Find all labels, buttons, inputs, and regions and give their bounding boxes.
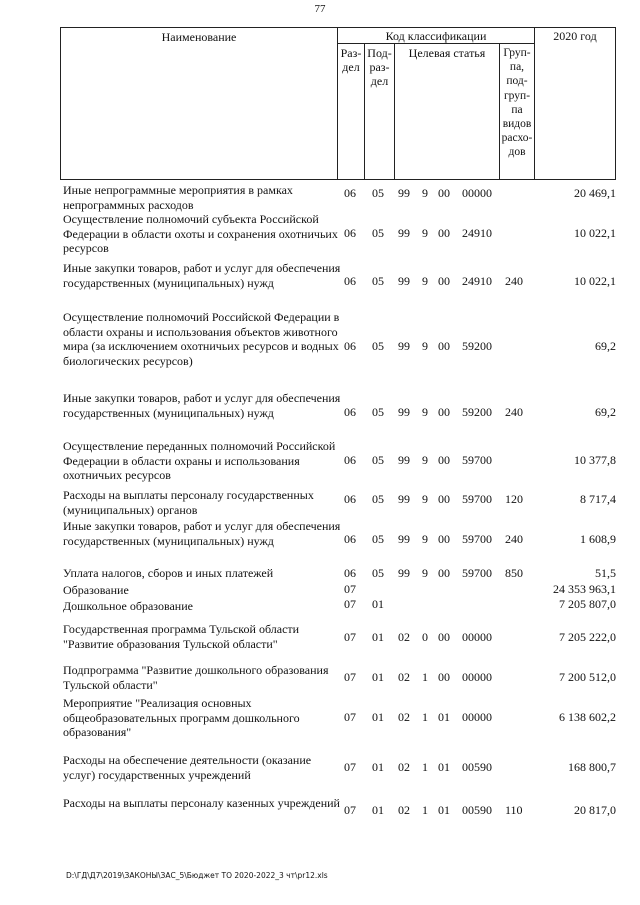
row-event: 00 <box>438 186 450 200</box>
row-subsection: 05 <box>372 405 384 419</box>
row-direction: 24910 <box>462 226 492 240</box>
row-expense-type: 120 <box>505 492 523 506</box>
header-section-cell <box>337 43 365 180</box>
row-expense-type: 110 <box>505 803 523 817</box>
row-section: 07 <box>344 630 356 644</box>
row-subprogram: 0 <box>422 630 428 644</box>
row-name: Расходы на обеспечение деятельности (оказание услуг) государственных учреждений <box>63 753 312 782</box>
row-subsection: 05 <box>372 339 384 353</box>
row-program: 99 <box>398 186 410 200</box>
row-section: 06 <box>344 339 356 353</box>
row-program: 02 <box>398 803 410 817</box>
row-event: 00 <box>438 274 450 288</box>
row-direction: 59700 <box>462 566 492 580</box>
row-direction: 59700 <box>462 532 492 546</box>
row-direction: 00000 <box>462 670 492 684</box>
row-name: Осуществление полномочий Российской Федерации в области охраны и использования объектов животного мира (за исключением охотничьих ресурсов и водных биологических ресурсов) <box>63 310 340 368</box>
row-name: Расходы на выплаты персоналу государственных (муниципальных) органов <box>63 488 314 517</box>
row-subsection: 05 <box>372 226 384 240</box>
row-program: 02 <box>398 760 410 774</box>
row-event: 00 <box>438 532 450 546</box>
row-direction: 00590 <box>462 803 492 817</box>
row-amount: 24 353 963,1 <box>553 582 616 596</box>
row-program: 99 <box>398 339 410 353</box>
row-amount: 10 377,8 <box>574 453 616 467</box>
header-group-cell <box>499 43 535 180</box>
row-name: Иные непрограммные мероприятия в рамках непрограммных расходов <box>63 183 293 212</box>
row-subsection: 01 <box>372 670 384 684</box>
header-group: Груп- па, под- груп- па видов расхо- дов <box>501 47 533 159</box>
row-section: 06 <box>344 566 356 580</box>
row-name: Иные закупки товаров, работ и услуг для обеспечения государственных (муниципальных) нужд <box>63 519 341 548</box>
row-section: 07 <box>344 670 356 684</box>
row-subprogram: 9 <box>422 453 428 467</box>
row-event: 01 <box>438 760 450 774</box>
row-event: 00 <box>438 670 450 684</box>
row-event: 01 <box>438 710 450 724</box>
header-subsection: Под- раз- дел <box>367 46 392 88</box>
header-subsection-cell <box>364 43 395 180</box>
row-direction: 00590 <box>462 760 492 774</box>
row-subsection: 01 <box>372 760 384 774</box>
row-amount: 10 022,1 <box>574 274 616 288</box>
row-program: 02 <box>398 670 410 684</box>
row-subsection: 01 <box>372 710 384 724</box>
header-year: 2020 год <box>553 29 597 43</box>
row-event: 00 <box>438 630 450 644</box>
row-program: 99 <box>398 566 410 580</box>
row-amount: 69,2 <box>595 405 616 419</box>
row-subsection: 05 <box>372 274 384 288</box>
header-code-cell <box>337 27 535 44</box>
row-section: 06 <box>344 532 356 546</box>
row-program: 02 <box>398 630 410 644</box>
row-subprogram: 9 <box>422 274 428 288</box>
row-name: Мероприятие "Реализация основных общеобразовательных программ дошкольного образования" <box>63 696 300 740</box>
row-event: 00 <box>438 492 450 506</box>
row-direction: 24910 <box>462 274 492 288</box>
row-subsection: 05 <box>372 566 384 580</box>
row-name: Дошкольное образование <box>63 599 193 613</box>
row-subprogram: 1 <box>422 760 428 774</box>
row-event: 00 <box>438 339 450 353</box>
row-section: 06 <box>344 405 356 419</box>
row-name: Расходы на выплаты персоналу казенных учреждений <box>63 796 340 810</box>
row-direction: 00000 <box>462 630 492 644</box>
row-subprogram: 9 <box>422 405 428 419</box>
header-year-cell <box>534 27 616 180</box>
row-section: 07 <box>344 710 356 724</box>
row-amount: 1 608,9 <box>580 532 616 546</box>
row-name: Подпрограмма "Развитие дошкольного образования Тульской области" <box>63 663 329 692</box>
row-program: 99 <box>398 405 410 419</box>
row-program: 99 <box>398 492 410 506</box>
row-section: 06 <box>344 186 356 200</box>
row-section: 07 <box>344 760 356 774</box>
row-expense-type: 850 <box>505 566 523 580</box>
header-name-cell <box>60 27 338 180</box>
file-path-footer: D:\ГД\Д7\2019\ЗАКОНЫ\ЗАС_5\Бюджет ТО 2020-2022_3 чт\pr12.xls <box>66 871 328 880</box>
page-number: 77 <box>314 3 326 15</box>
header-section: Раз- дел <box>340 46 362 74</box>
row-subprogram: 9 <box>422 186 428 200</box>
row-subprogram: 9 <box>422 492 428 506</box>
row-section: 06 <box>344 226 356 240</box>
row-name: Образование <box>63 583 129 597</box>
row-amount: 6 138 602,2 <box>559 710 616 724</box>
row-event: 00 <box>438 405 450 419</box>
row-amount: 7 205 807,0 <box>559 597 616 611</box>
header-target: Целевая статья <box>408 46 486 60</box>
row-program: 99 <box>398 453 410 467</box>
row-subsection: 01 <box>372 630 384 644</box>
row-event: 00 <box>438 226 450 240</box>
row-direction: 00000 <box>462 186 492 200</box>
row-name: Государственная программа Тульской области "Развитие образования Тульской области" <box>63 622 300 651</box>
row-program: 99 <box>398 532 410 546</box>
row-subsection: 05 <box>372 492 384 506</box>
row-name: Уплата налогов, сборов и иных платежей <box>63 566 274 580</box>
row-subsection: 01 <box>372 803 384 817</box>
row-expense-type: 240 <box>505 274 523 288</box>
row-amount: 7 205 222,0 <box>559 630 616 644</box>
row-amount: 20 469,1 <box>574 186 616 200</box>
row-amount: 8 717,4 <box>580 492 616 506</box>
row-amount: 10 022,1 <box>574 226 616 240</box>
row-event: 01 <box>438 803 450 817</box>
row-name: Осуществление переданных полномочий Российской Федерации в области охраны и использования охотничьих ресурсов <box>63 439 336 483</box>
row-program: 99 <box>398 274 410 288</box>
row-subprogram: 9 <box>422 566 428 580</box>
row-section: 07 <box>344 597 356 611</box>
row-subsection: 05 <box>372 186 384 200</box>
row-subprogram: 1 <box>422 710 428 724</box>
row-subprogram: 1 <box>422 670 428 684</box>
row-direction: 59200 <box>462 339 492 353</box>
row-name: Иные закупки товаров, работ и услуг для обеспечения государственных (муниципальных) нужд <box>63 391 341 420</box>
row-section: 06 <box>344 453 356 467</box>
header-code: Код классификации <box>385 29 487 43</box>
row-amount: 168 800,7 <box>568 760 616 774</box>
row-section: 07 <box>344 803 356 817</box>
row-program: 99 <box>398 226 410 240</box>
row-direction: 59700 <box>462 453 492 467</box>
row-event: 00 <box>438 453 450 467</box>
row-subsection: 05 <box>372 532 384 546</box>
row-subprogram: 1 <box>422 803 428 817</box>
row-amount: 51,5 <box>595 566 616 580</box>
row-subprogram: 9 <box>422 532 428 546</box>
row-section: 06 <box>344 492 356 506</box>
row-name: Иные закупки товаров, работ и услуг для обеспечения государственных (муниципальных) нужд <box>63 261 341 290</box>
row-section: 06 <box>344 274 356 288</box>
row-name: Осуществление полномочий субъекта Российской Федерации в области охоты и сохранения охотничьих ресурсов <box>63 212 338 256</box>
row-direction: 59700 <box>462 492 492 506</box>
header-name: Наименование <box>161 30 237 44</box>
row-direction: 59200 <box>462 405 492 419</box>
row-amount: 20 817,0 <box>574 803 616 817</box>
row-subprogram: 9 <box>422 226 428 240</box>
row-subsection: 01 <box>372 597 384 611</box>
row-expense-type: 240 <box>505 405 523 419</box>
row-expense-type: 240 <box>505 532 523 546</box>
row-section: 07 <box>344 582 356 596</box>
row-subsection: 05 <box>372 453 384 467</box>
row-event: 00 <box>438 566 450 580</box>
row-direction: 00000 <box>462 710 492 724</box>
row-program: 02 <box>398 710 410 724</box>
row-subprogram: 9 <box>422 339 428 353</box>
header-target-cell <box>394 43 500 180</box>
row-amount: 69,2 <box>595 339 616 353</box>
row-amount: 7 200 512,0 <box>559 670 616 684</box>
